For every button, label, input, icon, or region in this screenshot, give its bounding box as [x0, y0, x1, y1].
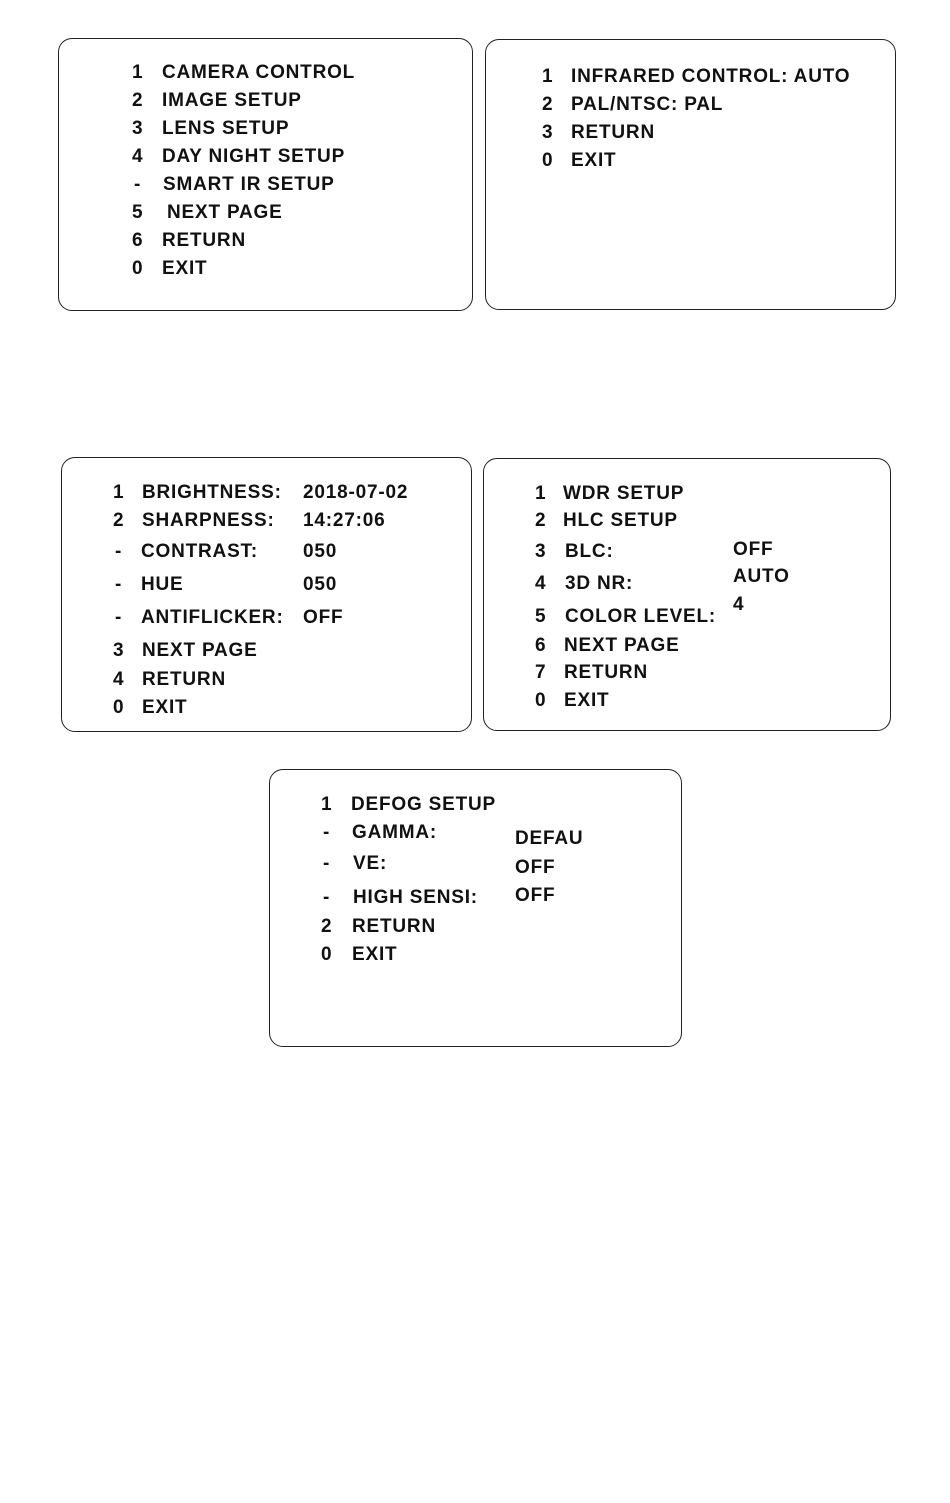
antiflicker-value: OFF	[303, 607, 344, 628]
menu-item-smart-ir-setup[interactable]: SMART IR SETUP	[163, 174, 335, 195]
menu-item-number: 1	[535, 483, 546, 504]
menu-item-color-level[interactable]: COLOR LEVEL:	[565, 606, 717, 627]
menu-item-number: 2	[132, 90, 143, 111]
menu-item-number: -	[323, 822, 330, 843]
color-level-value: 4	[733, 594, 745, 615]
menu-item-image-setup[interactable]: IMAGE SETUP	[162, 90, 302, 111]
menu-item-ve[interactable]: VE:	[353, 853, 388, 874]
menu-item-number: -	[115, 607, 122, 628]
menu-item-next-page[interactable]: NEXT PAGE	[142, 640, 258, 661]
menu-item-exit[interactable]: EXIT	[162, 258, 208, 279]
menu-item-brightness[interactable]: BRIGHTNESS:	[142, 482, 282, 503]
menu-item-pal-ntsc[interactable]: PAL/NTSC: PAL	[571, 94, 724, 115]
blc-value: OFF	[733, 539, 774, 560]
menu-item-exit[interactable]: EXIT	[352, 944, 398, 965]
menu-item-number: 1	[321, 794, 332, 815]
menu-item-number: 4	[113, 669, 124, 690]
menu-item-number: 4	[535, 573, 546, 594]
menu-item-number: 7	[535, 662, 546, 683]
brightness-value: 2018-07-02	[303, 482, 409, 503]
menu-item-day-night-setup[interactable]: DAY NIGHT SETUP	[162, 146, 346, 167]
menu-item-number: 1	[113, 482, 124, 503]
menu-item-return[interactable]: RETURN	[162, 230, 246, 251]
menu-item-number: 3	[132, 118, 143, 139]
menu-item-number: -	[134, 174, 141, 195]
menu-item-number: 1	[542, 66, 553, 87]
menu-item-camera-control[interactable]: CAMERA CONTROL	[162, 62, 356, 83]
3d-nr-value: AUTO	[733, 566, 790, 587]
menu-item-number: 4	[132, 146, 143, 167]
camera-control-panel	[485, 39, 896, 310]
menu-item-number: 2	[113, 510, 124, 531]
menu-item-3d-nr[interactable]: 3D NR:	[565, 573, 634, 594]
menu-item-number: 3	[542, 122, 553, 143]
menu-item-number: 0	[113, 697, 124, 718]
menu-item-number: -	[323, 853, 330, 874]
ve-value: OFF	[515, 857, 556, 878]
menu-item-return[interactable]: RETURN	[571, 122, 655, 143]
high-sensi-value: OFF	[515, 885, 556, 906]
menu-item-return[interactable]: RETURN	[564, 662, 648, 683]
menu-item-number: 0	[132, 258, 143, 279]
image-setup-page2-panel	[483, 458, 891, 731]
menu-item-contrast[interactable]: CONTRAST:	[141, 541, 258, 562]
menu-item-number: -	[115, 574, 122, 595]
menu-item-blc[interactable]: BLC:	[565, 541, 614, 562]
menu-item-number: 2	[542, 94, 553, 115]
menu-item-number: 6	[132, 230, 143, 251]
menu-item-high-sensi[interactable]: HIGH SENSI:	[353, 887, 478, 908]
image-setup-panel	[61, 457, 472, 732]
menu-item-return[interactable]: RETURN	[352, 916, 436, 937]
menu-item-number: 5	[132, 202, 143, 223]
menu-item-exit[interactable]: EXIT	[564, 690, 610, 711]
menu-item-exit[interactable]: EXIT	[571, 150, 617, 171]
menu-item-number: 5	[535, 606, 546, 627]
menu-item-next-page[interactable]: NEXT PAGE	[564, 635, 680, 656]
menu-item-number: 3	[535, 541, 546, 562]
menu-item-lens-setup[interactable]: LENS SETUP	[162, 118, 290, 139]
menu-item-wdr-setup[interactable]: WDR SETUP	[563, 483, 685, 504]
menu-item-number: 6	[535, 635, 546, 656]
menu-item-number: -	[323, 887, 330, 908]
gamma-value: DEFAU	[515, 828, 584, 849]
menu-item-hue[interactable]: HUE	[141, 574, 184, 595]
main-menu-panel	[58, 38, 473, 311]
menu-item-infrared-control[interactable]: INFRARED CONTROL: AUTO	[571, 66, 851, 87]
menu-item-number: 3	[113, 640, 124, 661]
contrast-value: 050	[303, 541, 338, 562]
menu-item-number: 1	[132, 62, 143, 83]
menu-item-defog-setup[interactable]: DEFOG SETUP	[351, 794, 496, 815]
menu-item-sharpness[interactable]: SHARPNESS:	[142, 510, 275, 531]
menu-item-next-page[interactable]: NEXT PAGE	[167, 202, 283, 223]
menu-item-number: 0	[542, 150, 553, 171]
menu-item-number: 2	[535, 510, 546, 531]
defog-setup-panel	[269, 769, 682, 1047]
menu-item-exit[interactable]: EXIT	[142, 697, 188, 718]
menu-item-hlc-setup[interactable]: HLC SETUP	[563, 510, 678, 531]
menu-item-number: 0	[535, 690, 546, 711]
menu-item-gamma[interactable]: GAMMA:	[352, 822, 438, 843]
menu-item-return[interactable]: RETURN	[142, 669, 226, 690]
menu-item-number: 0	[321, 944, 332, 965]
menu-item-number: -	[115, 541, 122, 562]
menu-item-antiflicker[interactable]: ANTIFLICKER:	[141, 607, 284, 628]
menu-item-number: 2	[321, 916, 332, 937]
hue-value: 050	[303, 574, 338, 595]
sharpness-value: 14:27:06	[303, 510, 386, 531]
